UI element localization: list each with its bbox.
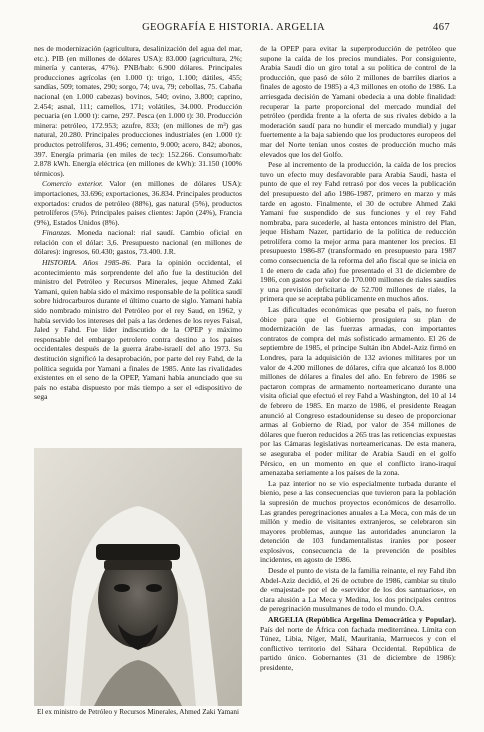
argelia-entry: [260, 615, 456, 673]
history-paragraph: [34, 258, 242, 402]
page-header: [34, 22, 450, 38]
left-column: [34, 44, 242, 403]
history-label: HISTORIA. Años 1985-86.: [42, 258, 132, 268]
finance-paragraph: [34, 228, 242, 257]
finance-label: Finanzas.: [42, 228, 72, 238]
portrait-photo: [34, 448, 242, 706]
right-column: [260, 44, 456, 674]
page-number: 467: [433, 22, 450, 33]
running-title: GEOGRAFÍA E HISTORIA. ARGELIA: [142, 22, 325, 33]
argelia-text: País del norte de África con fachada mediterránea. Límita con Túnez, Libia, Níger, Malí, Mauritania, Marruecos y con el conflictivo territorio del Sáhara Occidental. República de partido único. Gobernantes (31 de diciembre de 1986): presidente,: [260, 624, 456, 672]
finance-text: Moneda nacional: rial saudí. Cambio oficial en relación con el dólar: 3,6. Presupuesto nacional (en millones de dólares): ingresos, 60.430; gastos, 73.400. J.R.: [34, 228, 242, 257]
armament-paragraph: Las dificultades económicas que pesaba el país, no fueron óbice para que el Gobierno prosiguiera su plan de modernización de las fuerzas armadas, con importantes contratos de compra del más sofisticado armamento. El 26 de septiembre de 1985, el príncipe Sultán ibn Abdel-Aziz firmó en Londres, para la adquisición de 132 aviones militares por un valor de 4.200 millones de dólares, cifra que alcanzó los 8.000 millones de dólares a finales del año. En febrero de 1986 se pactaron compras de armamento norteamericano durante una visita oficial que efectuó el rey Fahd a Washington, del 10 al 14 de febrero de 1985. En marzo de 1986, el presidente Reagan anunció al Congreso estadounidense su deseo de proporcionar armas al Gobierno de Riad, por valor de 354 millones de dólares que fueron reducidos a 265 tras las reticencias expuestas por las Cámaras legislativas norteamericanas. De esta manera, se aseguraba el poder militar de Arabia Saudí en el golfo Pérsico, en un momento en que el conflicto irano-iraquí amenazaba seriamente a los países de la zona.: [260, 305, 456, 478]
budget-paragraph: Pese al incremento de la producción, la caída de los precios tuvo un efecto muy desfavorable para Arabia Saudí, hasta el punto de que el rey Fahd retrasó por dos veces la publicación del presupuesto del año 1986-1987, primero en marzo y más tarde en agosto. Finalmente, el 30 de octubre Ahmed Zaki Yamani fue suspendido de sus funciones y el rey Fahd nombraba, para sucederle, al hasta entonces ministro del Plan, jeque Hisham Nazer, partidario de la política de reducción petrolífera como la mejor arma para mantener los precios. El presupuesto 1986-87 (transformado en presupuesto para 1987 como consecuencia de la reforma del año fiscal que se inicia en 1 de enero de cada año) fue presentado el 31 de diciembre de 1986, con gastos por valor de 170.000 millones de riales saudíes y una previsión deficitaria de 52.700 millones de riales, la primera que se aceptaba públicamente en muchos años.: [260, 160, 456, 304]
argelia-heading: ARGELIA (República Argelina Democrática y Popular).: [268, 615, 456, 625]
photo-caption: El ex ministro de Petróleo y Recursos Minerales, Ahmed Zaki Yamani: [36, 708, 239, 716]
foreign-trade-label: Comercio exterior.: [42, 179, 104, 189]
economy-paragraph: nes de modernización (agricultura, desalinización del agua del mar, etc.). PIB (en millones de dólares USA): 83.000 (agricultura, 2%; minería y canteras, 47%). PNB/hab: 6.900 dólares. Principales producciones agrícolas (en 1.000 t): trigo, 1.100; dátiles, 455; sandías, 509; tomates, 290; sorgo, 74; uva, 79; cebollas, 75. Cabaña nacional (en 1.000 cabezas) bovinos, 540; ovino, 3.800; caprino, 2.454; asnal, 111; camellos, 171; volátiles, 34.000. Producción pecuaria (en 1.000 t): carne, 297. Pesca (en 1.000 t): 30. Producción minera: petróleo, 172.953; azufre, 833; (en millones de m³) gas natural, 20.280. Principales producciones industriales (en 1.000 t): productos petrolíferos, 31.496; cemento, 9.000; acero, 842; abonos, 397. Energía primaria (en miles de tec): 152.266. Consumo/hab: 2.878 kWh. Energía eléctrica (en millones de kWh): 31.150 (100% térmicos).: [34, 44, 242, 178]
history-text: Para la opinión occidental, el acontecimiento más sorprendente del año fue la destitución del ministro del Petróleo y Recursos Minerales, jeque Ahmed Zaki Yamani, quien había sido el máximo responsable de la política saudí sobre hidrocarburos durante el último cuarto de siglo. Yamani había sido nombrado ministro del Petróleo por el rey Saud, en 1962, y había servido los intereses del país a las órdenes de los reyes Faisal, Jaled y Fahd. Fue líder indiscutido de la OPEP y máximo responsable del embargo petrolero contra destino a los países occidentales después de la guerra árabe-israelí del año 1973. Su destitución significó la desaprobación, por parte del rey Fahd, de la política seguida por Yamani a finales de 1985. Ante las rivalidades existentes en el seno de la OPEP, Yamani había anunciado que su país no estaba dispuesto por más tiempo a ser el «dispositivo de sega: [34, 258, 242, 402]
foreign-trade-text: Valor (en millones de dólares USA): importaciones, 33.696; exportaciones, 36.834. Principales productos exportados: crudos de petróleo (88%), gas natural (5%), productos petrolíferos (5%). Principales países clientes: Japón (24%), Francia (9%), Estados Unidos (8%).: [34, 179, 242, 227]
royal-family-paragraph: Desde el punto de vista de la familia reinante, el rey Fahd ibn Abdel-Aziz decidió, el 26 de octubre de 1986, cambiar su título de «majestad» por el de «servidor de los dos santuarios», en clara alusión a La Meca y Medina, los dos principales centros de peregrinación musulmanes de todo el mundo. O.A.: [260, 566, 456, 614]
foreign-trade-paragraph: [34, 179, 242, 227]
opep-paragraph: de la OPEP para evitar la superproducción de petróleo que supone la caída de los precios mundiales. Por consiguiente, Arabia Saudí dio un giro total a su política de control de la producción, que pasó de sólo 2 millones de barriles diarios a finales de agosto de 1985) a 4,3 millones en otoño de 1986. La arriesgada decisión de Yamani obedecía a una doble finalidad: recuperar la parte proporcional del mercado mundial del petróleo (perdida frente a la oferta de sus rivales debido a la moderación saudí para no hundir el mercado mundial) y jugar fuertemente a la baja sabiendo que los productores europeos del mar del Norte tenían unos costes de producción mucho más elevados que los del Golfo.: [260, 44, 456, 159]
portrait-image: [34, 448, 242, 706]
internal-peace-paragraph: La paz interior no se vio especialmente turbada durante el bienio, pese a las consecuencias que tuvieron para la población la supresión de muchos proyectos económicos de desarrollo. Las grandes peregrinaciones anuales a La Meca, con más de un millón y medio de visitantes extranjeros, se celebraron sin mayores problemas, aunque las autoridades anunciaron la detención de 103 fundamentalistas iraníes por poseer explosivos, consecuencia de la prevención de posibles incidentes, en agosto de 1986.: [260, 478, 456, 565]
